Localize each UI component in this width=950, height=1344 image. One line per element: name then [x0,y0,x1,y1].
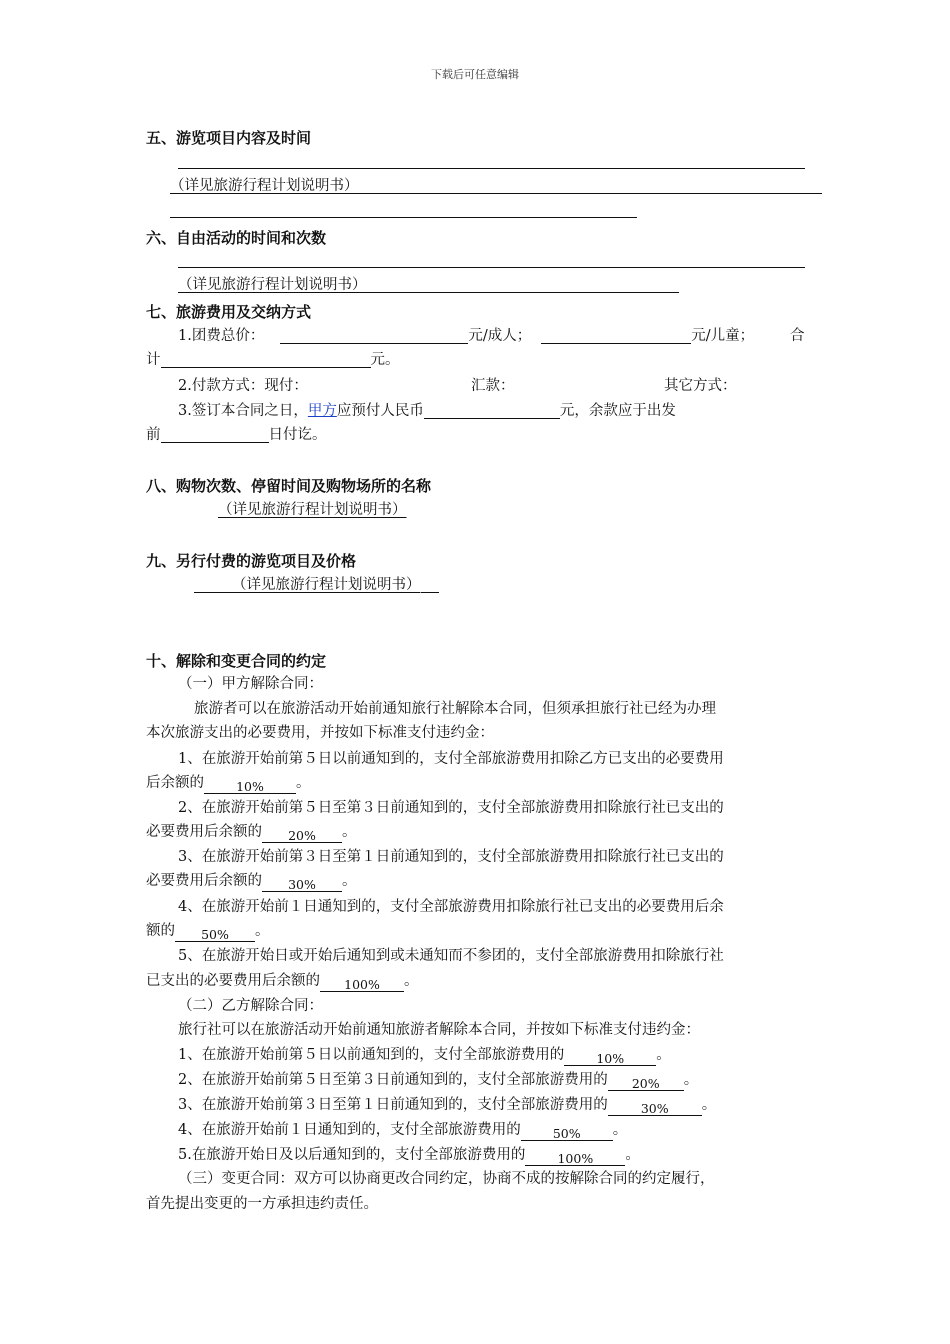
item-3b [146,871,357,892]
section-8-note: （详见旅游行程计划说明书） [218,502,407,518]
blank-line [178,292,679,293]
blank [421,576,439,593]
fee-line-5 [146,425,327,445]
payment-cash: 2.付款方式：现付： [178,378,308,394]
section-6-note: （详见旅游行程计划说明书） [178,277,367,293]
adult-fee-blank[interactable] [280,327,468,344]
period: 。 [625,1147,640,1163]
b-item-2-value: 20% [608,1074,684,1091]
b-item-1-value: 10% [564,1049,656,1066]
item-3-value: 30% [262,875,342,892]
section-9-title: 九、另行付费的游览项目及价格 [146,552,357,570]
period: 。 [656,1047,671,1063]
fee-total-label: 1.团费总价： [178,328,265,344]
item-4b [146,921,270,942]
total-label: 计 [146,352,161,368]
payment-other: 其它方式： [664,378,737,394]
prepay-text: 应预付人民币 [336,403,424,419]
b-item-1 [178,1045,671,1066]
section-10-title: 十、解除和变更合同的约定 [146,652,327,670]
before-label: 前 [146,427,161,443]
para-2: 旅行社可以在旅游活动开始前通知旅游者解除本合同，并按如下标准支付违约金： [178,1022,700,1038]
due-date-blank[interactable] [161,426,269,443]
blank-line [178,168,805,169]
payment-transfer: 汇款： [471,378,515,394]
paid-text: 日付讫。 [268,427,327,443]
total-unit: 元。 [370,352,400,368]
b-item-2-label: 2、在旅游开始前第５日至第３日前通知到的，支付全部旅游费用的 [178,1072,608,1088]
period: 。 [683,1072,699,1088]
period: 。 [701,1097,717,1113]
item-5-label: 已支出的必要费用后余额的 [146,973,320,989]
item-5b [146,971,419,992]
b-item-5-label: 5.在旅游开始日及以后通知到的，支付全部旅游费用的 [178,1147,526,1163]
item-2-value: 20% [262,826,342,843]
section-6-title: 六、自由活动的时间和次数 [146,229,327,247]
section-9-note: （详见旅游行程计划说明书） [232,577,421,593]
period: 。 [342,824,357,840]
period: 。 [296,775,311,791]
period: 。 [612,1122,628,1138]
change-para-b: 首先提出变更的一方承担违约责任。 [146,1196,378,1212]
item-1-value: 10% [204,777,296,794]
total-blank[interactable] [161,351,371,368]
fee-total-char: 合 [790,328,805,344]
para-1a: 旅游者可以在旅游活动开始前通知旅行社解除本合同，但须承担旅行社已经为办理 [194,701,716,717]
sign-date-text: 3.签订本合同之日， [178,403,308,419]
balance-text: 元，余款应于出发 [559,403,676,419]
item-2a: 2、在旅游开始前第５日至第３日前通知到的，支付全部旅游费用扣除旅行社已支出的 [178,800,724,816]
b-item-3 [178,1095,716,1116]
item-5a: 5、在旅游开始日或开始后通知到或未通知而不参团的，支付全部旅游费用扣除旅行社 [178,948,724,964]
b-item-5 [178,1145,640,1166]
fee-line-4 [178,401,676,421]
b-item-4-value: 50% [521,1124,613,1141]
period: 。 [255,923,270,939]
party-a-link[interactable]: 甲方 [307,403,337,419]
section-5-note: （详见旅游行程计划说明书） [170,178,359,194]
section-8-title: 八、购物次数、停留时间及购物场所的名称 [146,477,432,495]
fee-line-1 [178,326,754,346]
item-1b [146,773,311,794]
b-item-3-label: 3、在旅游开始前第３日至第１日前通知到的，支付全部旅游费用的 [178,1097,608,1113]
blank [194,576,232,593]
section-9-note-line [194,575,439,595]
section-5-title: 五、游览项目内容及时间 [146,129,312,147]
prepay-blank[interactable] [424,402,560,419]
para-1b: 本次旅游支出的必要费用，并按如下标准支付违约金： [146,725,494,741]
item-3a: 3、在旅游开始前第３日至第１日前通知到的，支付全部旅游费用扣除旅行社已支出的 [178,849,724,865]
item-1-label: 后余额的 [146,775,204,791]
b-item-4 [178,1120,627,1141]
b-item-3-value: 30% [608,1099,702,1116]
item-2-label: 必要费用后余额的 [146,824,262,840]
party-b-cancel-heading: （二）乙方解除合同： [178,998,323,1014]
party-a-cancel-heading: （一）甲方解除合同： [178,676,323,692]
child-unit: 元/儿童； [691,328,755,344]
adult-unit: 元/成人； [468,328,532,344]
item-1a: 1、在旅游开始前第５日以前通知到的，支付全部旅游费用扣除乙方已支出的必要费用 [178,751,724,767]
b-item-2 [178,1070,698,1091]
item-3-label: 必要费用后余额的 [146,873,262,889]
b-item-4-label: 4、在旅游开始前１日通知到的，支付全部旅游费用的 [178,1122,521,1138]
item-5-value: 100% [320,975,404,992]
child-fee-blank[interactable] [541,327,691,344]
period: 。 [342,873,357,889]
b-item-1-label: 1、在旅游开始前第５日以前通知到的，支付全部旅游费用的 [178,1047,565,1063]
item-2b [146,822,357,843]
item-4a: 4、在旅游开始前１日通知到的，支付全部旅游费用扣除旅行社已支出的必要费用后余 [178,899,724,915]
item-4-label: 额的 [146,923,175,939]
blank-line [170,193,822,194]
page-header: 下载后可任意编辑 [431,68,519,81]
change-para-a: （三）变更合同：双方可以协商更改合同约定，协商不成的按解除合同的约定履行， [178,1171,715,1187]
fee-line-2 [146,350,400,370]
item-4-value: 50% [175,925,255,942]
blank-line [178,267,805,268]
section-7-title: 七、旅游费用及交纳方式 [146,303,312,321]
period: 。 [404,973,419,989]
blank-line [170,217,637,218]
b-item-5-value: 100% [525,1149,625,1166]
